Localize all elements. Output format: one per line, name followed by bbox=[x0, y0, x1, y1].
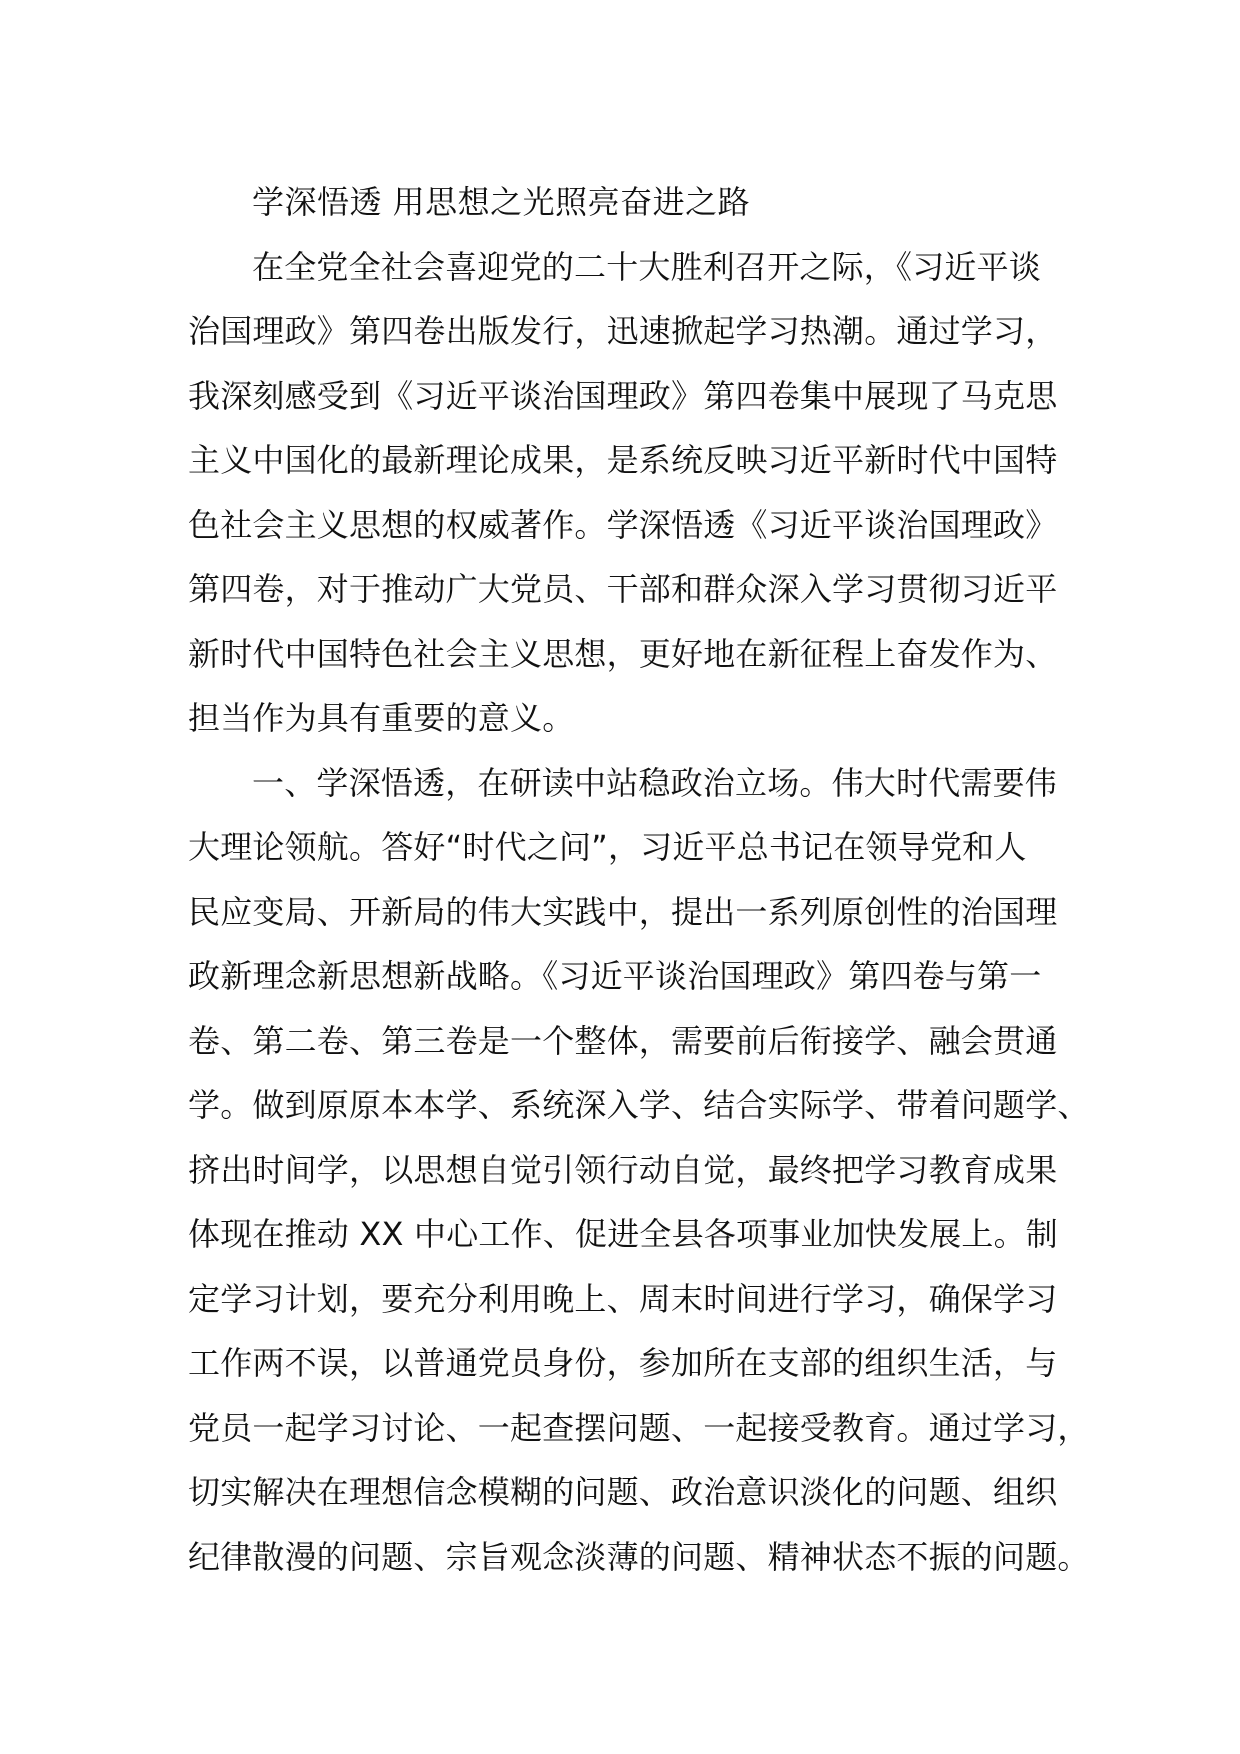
paragraph-line: 党员一起学习讨论、一起查摆问题、一起接受教育。通过学习， bbox=[188, 1408, 1090, 1447]
paragraph-line: 政新理念新思想新战略。《习近平谈治国理政》第四卷与第一 bbox=[188, 957, 1042, 995]
paragraph-line: 一、学深悟透，在研读中站稳政治立场。伟大时代需要伟 bbox=[252, 763, 1058, 802]
paragraph-line: 定学习计划，要充分利用晚上、周末时间进行学习，确保学习 bbox=[188, 1279, 1058, 1318]
paragraph-line: 学。做到原原本本学、系统深入学、结合实际学、带着问题学、 bbox=[188, 1086, 1090, 1124]
paragraph-section-one bbox=[188, 751, 1090, 1590]
paragraph-line: 切实解决在理想信念模糊的问题、政治意识淡化的问题、组织 bbox=[188, 1473, 1058, 1511]
paragraph-line: 主义中国化的最新理论成果，是系统反映习近平新时代中国特 bbox=[188, 441, 1058, 479]
paragraph-line: 体现在推动 XX 中心工作、促进全县各项事业加快发展上。制 bbox=[188, 1215, 1058, 1253]
paragraph-line: 在全党全社会喜迎党的二十大胜利召开之际，《习近平谈 bbox=[252, 247, 1042, 286]
paragraph-line: 新时代中国特色社会主义思想，更好地在新征程上奋发作为、 bbox=[188, 634, 1058, 673]
paragraph-line: 第四卷，对于推动广大党员、干部和群众深入学习贯彻习近平 bbox=[188, 570, 1058, 608]
paragraph-line: 挤出时间学，以思想自觉引领行动自觉，最终把学习教育成果 bbox=[188, 1150, 1058, 1189]
paragraph-line: 卷、第二卷、第三卷是一个整体，需要前后衔接学、融会贯通 bbox=[188, 1021, 1058, 1060]
paragraph-line: 治国理政》第四卷出版发行，迅速掀起学习热潮。通过学习， bbox=[188, 312, 1058, 350]
paragraph-line: 担当作为具有重要的意义。 bbox=[188, 699, 575, 737]
paragraph-intro bbox=[188, 235, 1068, 751]
paragraph-line: 民应变局、开新局的伟大实践中，提出一系列原创性的治国理 bbox=[188, 892, 1058, 931]
paragraph-line: 大理论领航。答好“时代之问”，习近平总书记在领导党和人 bbox=[188, 828, 1027, 866]
paragraph-line: 纪律散漫的问题、宗旨观念淡薄的问题、精神状态不振的问题。 bbox=[188, 1537, 1090, 1576]
paragraph-line: 我深刻感受到《习近平谈治国理政》第四卷集中展现了马克思 bbox=[188, 376, 1058, 415]
document-body bbox=[188, 170, 1090, 1589]
paragraph-line: 色社会主义思想的权威著作。学深悟透《习近平谈治国理政》 bbox=[188, 505, 1058, 544]
document-title: 学深悟透 用思想之光照亮奋进之路 bbox=[252, 183, 751, 221]
paragraph-line: 工作两不误，以普通党员身份，参加所在支部的组织生活，与 bbox=[188, 1344, 1058, 1382]
